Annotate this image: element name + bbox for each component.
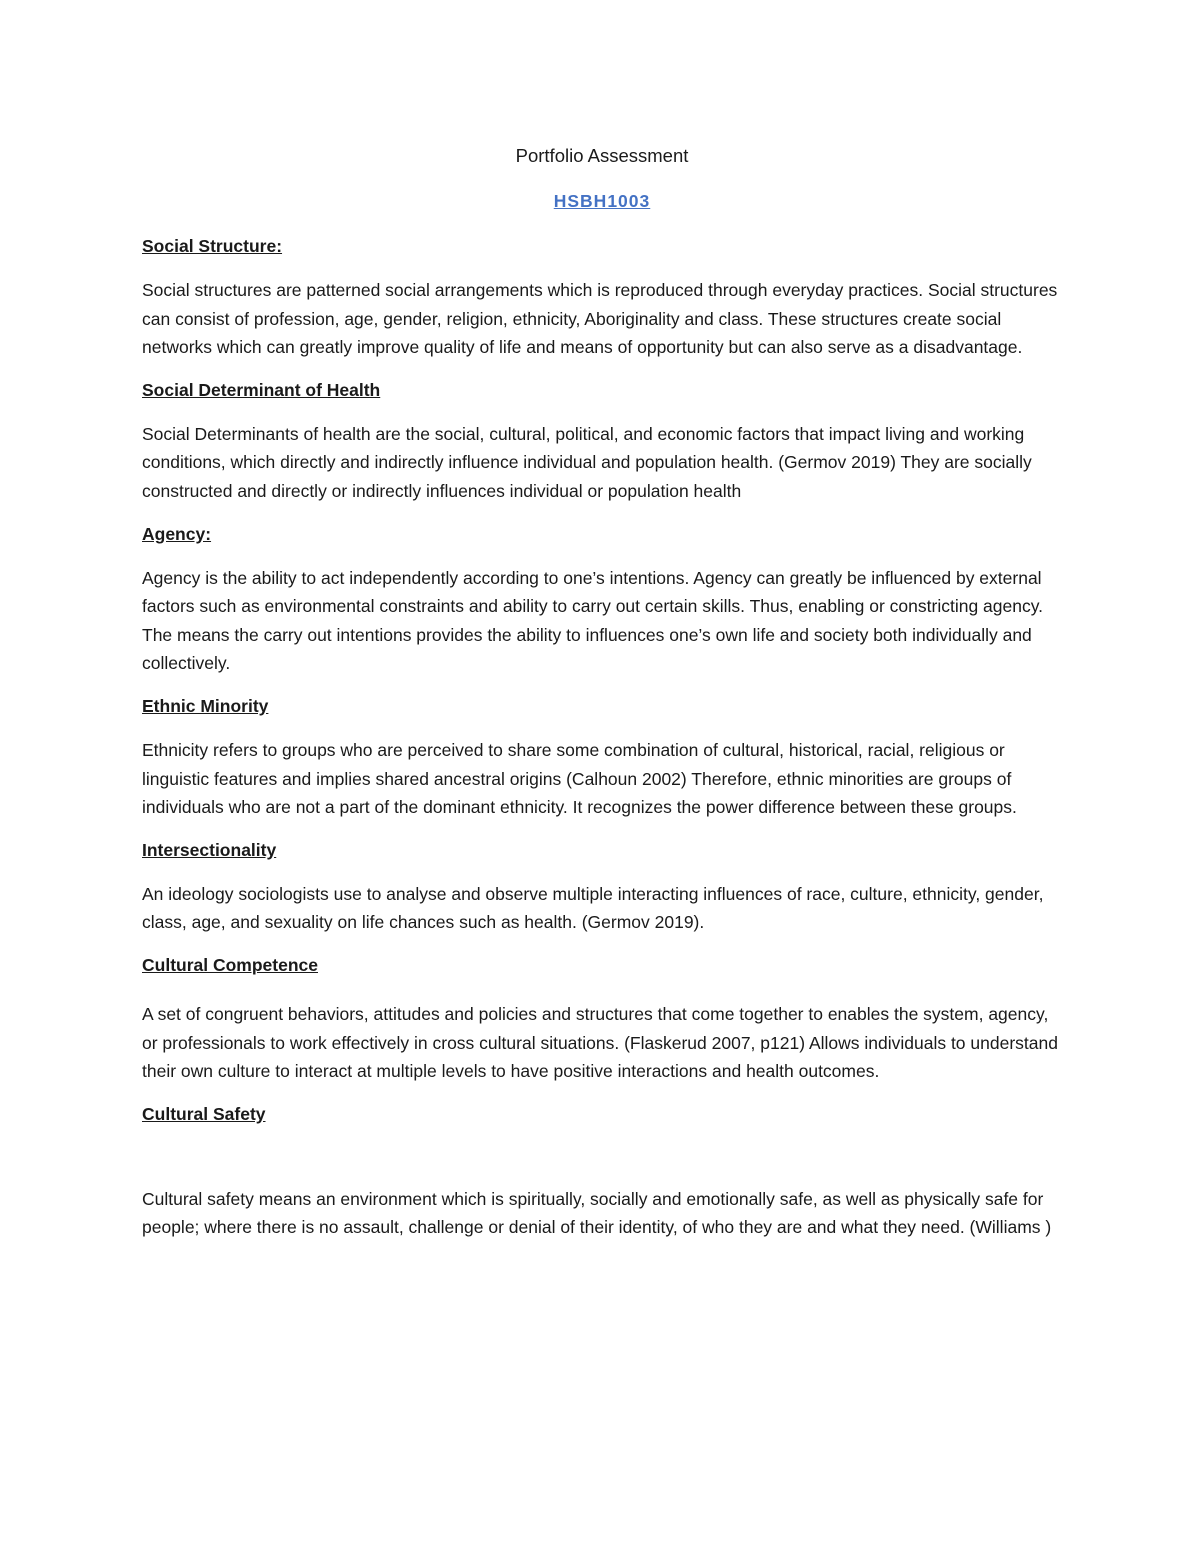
section-body-ethnic-minority: Ethnicity refers to groups who are perceived to share some combination of cultural, historical, racial, religious or linguistic features and implies shared ancestral origins (Calhoun 2002) Therefore, ethnic minorities are groups of individuals who are not a part of the dominant ethnicity. It recognizes the power difference between these groups. xyxy=(142,739,1017,818)
section-body-intersectionality: An ideology sociologists use to analyse and observe multiple interacting influences of race, culture, ethnicity, gender, class, age, and sexuality on life chances such as health. (Germov 2019). xyxy=(142,883,1044,933)
course-code-line xyxy=(142,188,1062,214)
section-body-cultural-competence: A set of congruent behaviors, attitudes and policies and structures that come together to enables the system, agency, or professionals to work effectively in cross cultural situations. (Flaskerud 2007, p121) Allows individuals to understand their own culture to interact at multiple levels to have positive interactions and health outcomes. xyxy=(142,1003,1058,1082)
section-heading-social-determinant: Social Determinant of Health xyxy=(142,379,381,400)
document-content xyxy=(142,143,1062,1257)
section-body-social-structure: Social structures are patterned social arrangements which is reproduced through everyday practices. Social structures can consist of profession, age, gender, religion, ethnicity, Aboriginality and class. These structures create social networks which can greatly improve quality of life and means of opportunity but can also serve as a disadvantage. xyxy=(142,280,1058,358)
section-heading-social-structure: Social Structure: xyxy=(142,236,283,256)
section-heading-ethnic-minority: Ethnic Minority xyxy=(142,695,269,716)
section-heading-cultural-safety: Cultural Safety xyxy=(142,1103,266,1124)
section-body-cultural-safety: Cultural safety means an environment which is spiritually, socially and emotionally safe, as well as physically safe for people; where there is no assault, challenge or denial of their identity, of who they are and what they need. (Williams ) xyxy=(142,1188,1052,1238)
section-heading-cultural-competence: Cultural Competence xyxy=(142,954,318,975)
section-heading-agency: Agency: xyxy=(142,523,212,544)
course-code-link[interactable]: HSBH1003 xyxy=(553,191,651,211)
section-body-agency: Agency is the ability to act independently according to one’s intentions. Agency can greatly be influenced by external factors such as environmental constraints and ability to carry out certain skills. Thus, enabling or constricting agency. The means the carry out intentions provides the ability to influences one’s own life and society both individually and collectively. xyxy=(142,567,1044,674)
document-title: Portfolio Assessment xyxy=(515,145,689,166)
section-heading-intersectionality: Intersectionality xyxy=(142,839,277,860)
section-body-social-determinant: Social Determinants of health are the social, cultural, political, and economic factors that impact living and working conditions, which directly and indirectly influence individual and population health. (Germov 2019) They are socially constructed and directly or indirectly influences individual or population health xyxy=(142,423,1032,501)
